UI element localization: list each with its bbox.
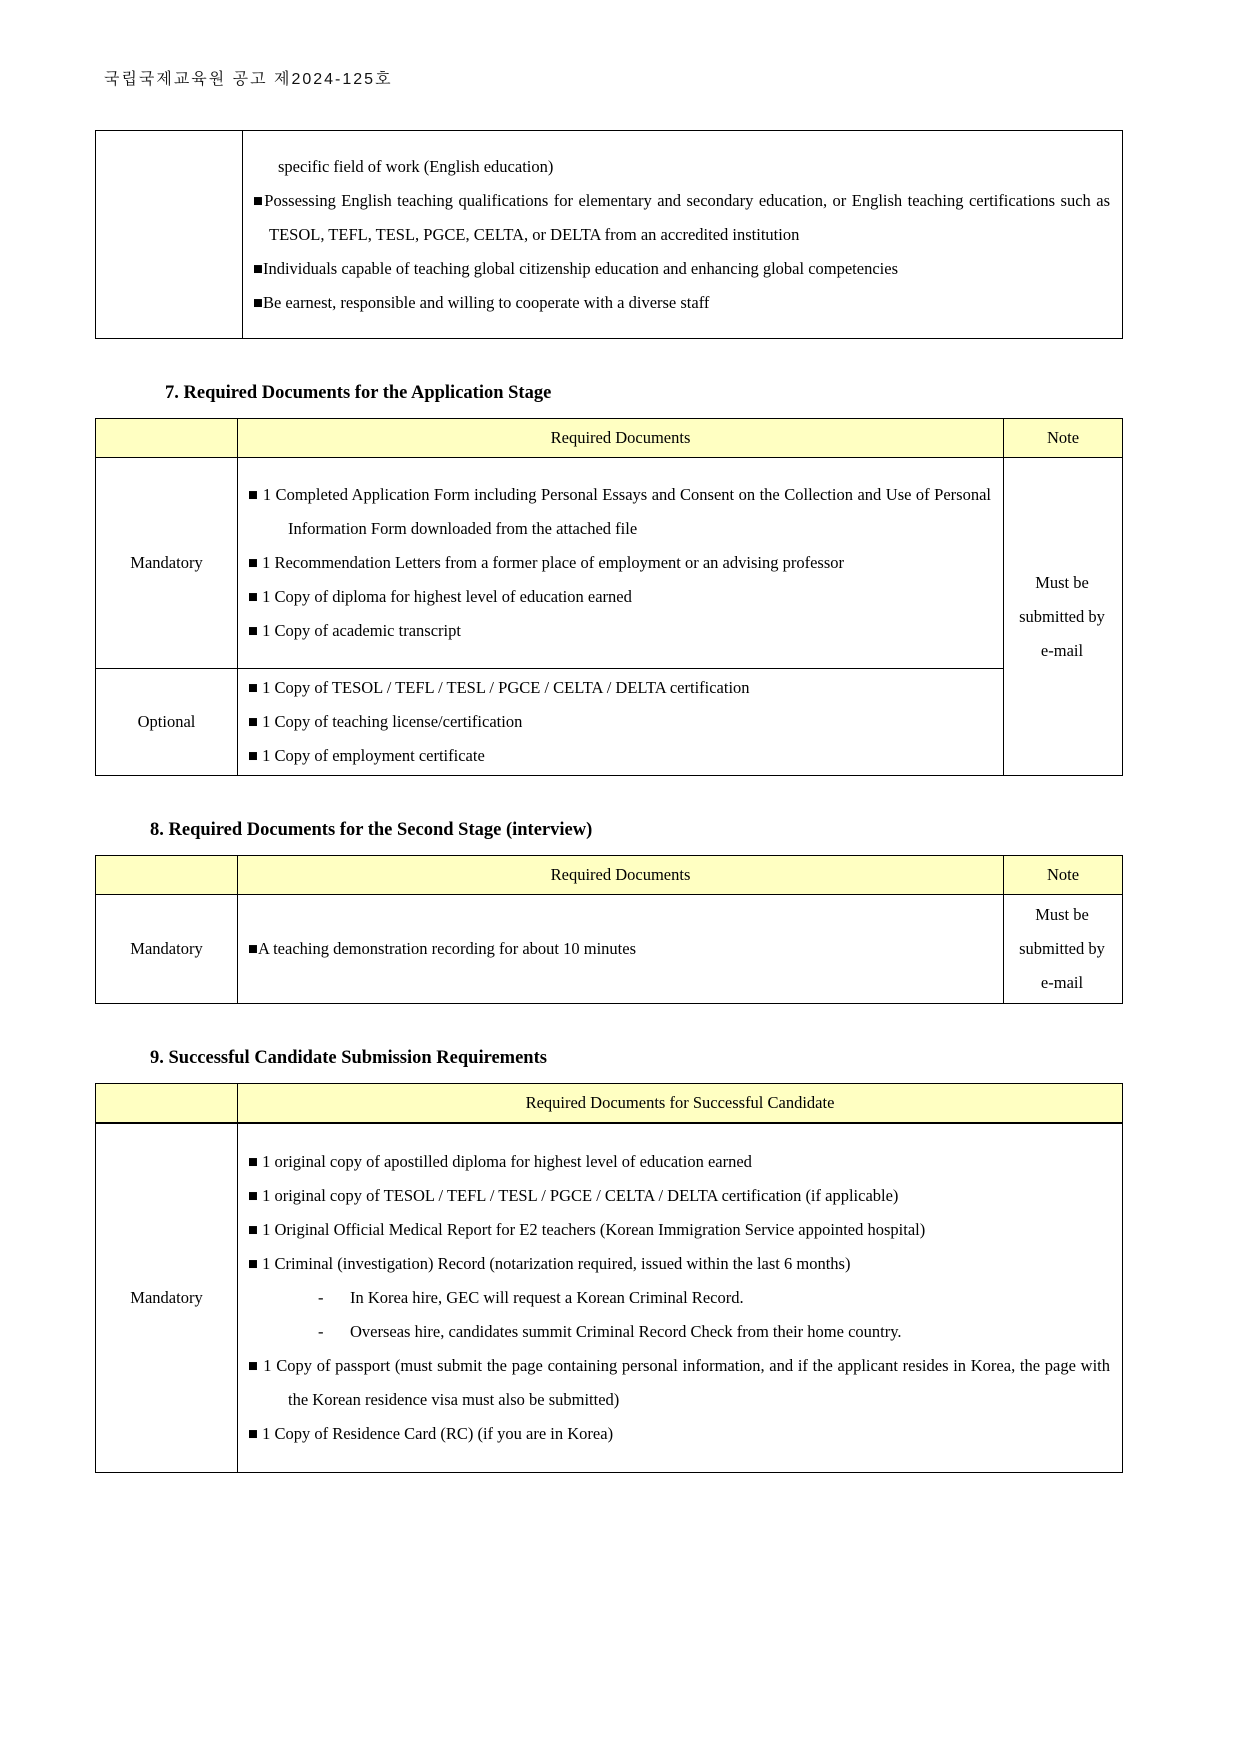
dash-marker: - — [318, 1288, 324, 1307]
notice-number: 국립국제교육원 공고 제2024-125호 — [104, 71, 393, 88]
mandatory-documents-cell — [238, 1123, 1123, 1473]
required-documents-header: Required Documents — [238, 419, 1004, 458]
interview-stage-table — [95, 855, 1123, 1004]
qualifications-empty-label-cell — [96, 131, 243, 339]
table-row — [96, 895, 1123, 1004]
dash-marker: - — [318, 1322, 324, 1341]
table-corner-cell — [96, 1084, 238, 1124]
application-stage-table — [95, 418, 1123, 776]
mandatory-documents-cell — [238, 895, 1004, 1004]
document-item: ■ 1 Criminal (investigation) Record (notarization required, issued within the last 6 months) — [248, 1254, 851, 1273]
page-content — [95, 130, 1123, 1473]
section-9-title: 9. Successful Candidate Submission Requirements — [150, 1048, 547, 1068]
table-row — [96, 131, 1123, 339]
qualifications-table — [95, 130, 1123, 339]
required-documents-header: Required Documents — [238, 856, 1004, 895]
document-item: ■ 1 original copy of TESOL / TEFL / TESL / PGCE / CELTA / DELTA certification (if applicable) — [248, 1186, 899, 1205]
sub-item — [248, 1281, 1110, 1315]
note-header: Note — [1004, 419, 1123, 458]
document-item: ■ 1 Completed Application Form including Personal Essays and Consent on the Collection and Use of Personal Information Form downloaded from the attached file — [248, 485, 991, 538]
table-row — [96, 1123, 1123, 1473]
document-item: ■ 1 Recommendation Letters from a former place of employment or an advising professor — [248, 553, 844, 572]
table-header-row — [96, 1084, 1123, 1124]
table-header-row — [96, 856, 1123, 895]
optional-label-cell: Optional — [96, 669, 238, 776]
note-cell: Must be submitted by e-mail — [1004, 895, 1123, 1004]
qualification-item: ■Individuals capable of teaching global citizenship education and enhancing global competencies — [253, 258, 898, 278]
document-item: ■ 1 Original Official Medical Report for E2 teachers (Korean Immigration Service appointed hospital) — [248, 1220, 926, 1239]
note-cell: Must be submitted by e-mail — [1004, 458, 1123, 776]
qualifications-documents-cell — [243, 131, 1123, 339]
section-7-title: 7. Required Documents for the Application Stage — [165, 383, 552, 403]
table-corner-cell — [96, 419, 238, 458]
document-item: ■ 1 Copy of passport (must submit the page containing personal information, and if the applicant resides in Korea, the page with the Korean residence visa must also be submitted) — [248, 1356, 1110, 1409]
document-item: ■ 1 Copy of teaching license/certification — [248, 712, 523, 731]
table-row — [96, 458, 1123, 669]
qualification-item: specific field of work (English education) — [278, 156, 554, 176]
mandatory-label-cell: Mandatory — [96, 1123, 238, 1473]
document-item: ■ 1 original copy of apostilled diploma for highest level of education earned — [248, 1152, 752, 1171]
mandatory-label-cell: Mandatory — [96, 895, 238, 1004]
successful-candidate-header: Required Documents for Successful Candidate — [238, 1084, 1123, 1124]
qualification-item: ■Possessing English teaching qualifications for elementary and secondary education, or English teaching certifications such as TESOL, TEFL, TESL, PGCE, CELTA, or DELTA from an accredited institution — [253, 190, 1110, 244]
table-corner-cell — [96, 856, 238, 895]
optional-documents-cell — [238, 669, 1004, 776]
document-item: ■ 1 Copy of academic transcript — [248, 621, 461, 640]
table-row — [96, 669, 1123, 776]
sub-item-text: Overseas hire, candidates summit Criminal Record Check from their home country. — [350, 1322, 902, 1341]
table-header-row — [96, 419, 1123, 458]
document-item: ■ 1 Copy of TESOL / TEFL / TESL / PGCE / CELTA / DELTA certification — [248, 678, 750, 697]
document-item: ■ 1 Copy of Residence Card (RC) (if you are in Korea) — [248, 1424, 614, 1443]
document-item: ■ 1 Copy of diploma for highest level of education earned — [248, 587, 632, 606]
sub-item-text: In Korea hire, GEC will request a Korean Criminal Record. — [350, 1288, 744, 1307]
section-8-title: 8. Required Documents for the Second Stage (interview) — [150, 820, 593, 840]
qualification-item: ■Be earnest, responsible and willing to cooperate with a diverse staff — [253, 292, 710, 312]
mandatory-label-cell: Mandatory — [96, 458, 238, 669]
mandatory-documents-cell — [238, 458, 1004, 669]
document-item: ■ 1 Copy of employment certificate — [248, 746, 485, 765]
note-header: Note — [1004, 856, 1123, 895]
successful-candidate-table — [95, 1083, 1123, 1473]
sub-item — [248, 1315, 1110, 1349]
document-item: ■A teaching demonstration recording for about 10 minutes — [248, 939, 636, 958]
